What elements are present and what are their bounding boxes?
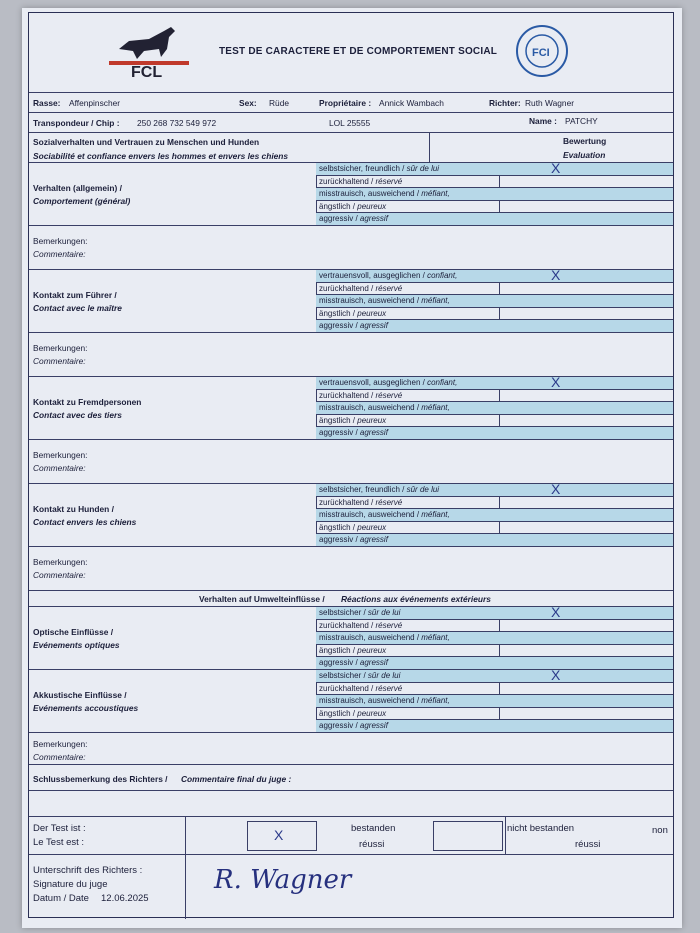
breed-value: Affenpinscher bbox=[69, 98, 121, 108]
block-title-de: Kontakt zu Hunden / bbox=[33, 503, 114, 514]
option-fr: méfiant, bbox=[421, 296, 450, 306]
date-label: Datum / Date bbox=[33, 893, 89, 904]
owner-value: Annick Wambach bbox=[379, 98, 444, 108]
option-de: misstrauisch, ausweichend / bbox=[319, 633, 422, 643]
option-fr: réservé bbox=[375, 497, 403, 507]
option-row[interactable] bbox=[316, 481, 673, 497]
result-row bbox=[29, 817, 673, 855]
option-row[interactable] bbox=[316, 295, 673, 308]
option-fr: agressif bbox=[359, 321, 388, 331]
option-fr: agressif bbox=[359, 214, 388, 224]
option-row[interactable] bbox=[316, 632, 673, 645]
option-row[interactable] bbox=[316, 320, 673, 333]
option-fr: méfiant, bbox=[421, 189, 450, 199]
option-de: misstrauisch, ausweichend / bbox=[319, 403, 422, 413]
breed-label: Rasse: bbox=[33, 98, 61, 108]
section1-heading bbox=[29, 133, 673, 163]
option-row[interactable] bbox=[316, 188, 673, 201]
remarks-label-fr: Commentaire: bbox=[33, 752, 86, 762]
option-de: zurückhaltend / bbox=[319, 683, 376, 693]
form-sheet bbox=[22, 8, 682, 928]
page-title: TEST DE CARACTERE ET DE COMPORTEMENT SOCIAL bbox=[219, 46, 498, 57]
option-de: ängstlich / bbox=[319, 415, 358, 425]
signature-label-fr: Signature du juge bbox=[33, 879, 108, 890]
block-title-de: Optische Einflüsse / bbox=[33, 626, 114, 637]
option-fr: confiant, bbox=[427, 271, 458, 280]
option-fr: méfiant, bbox=[421, 696, 450, 706]
option-fr: agressif bbox=[359, 658, 388, 668]
section2-title-de: Verhalten auf Umwelteinflüsse / bbox=[199, 594, 325, 604]
passed-label-de: bestanden bbox=[351, 823, 396, 834]
block-title-fr: Evénements accoustiques bbox=[33, 702, 139, 713]
option-fr: sûr de lui bbox=[367, 608, 401, 617]
option-row[interactable] bbox=[316, 415, 673, 428]
dog-name-value: PATCHY bbox=[565, 116, 598, 126]
divider bbox=[185, 817, 186, 855]
remarks-row[interactable] bbox=[29, 547, 673, 591]
section2-title-fr: Réactions aux événements extérieurs bbox=[341, 594, 491, 604]
final-remark-label-fr: Commentaire final du juge : bbox=[181, 774, 292, 784]
option-de: ängstlich / bbox=[319, 522, 358, 532]
fcl-logo-text: FCL bbox=[131, 64, 163, 79]
option-de: aggressiv / bbox=[319, 214, 360, 224]
option-de: misstrauisch, ausweichend / bbox=[319, 510, 422, 520]
section1-title-fr: Sociabilité et confiance envers les hommes et envers les chiens bbox=[33, 151, 289, 161]
option-de: selbstsicher / bbox=[319, 671, 368, 680]
block-title-fr: Contact envers les chiens bbox=[33, 516, 137, 527]
divider bbox=[429, 133, 430, 163]
option-fr: sûr de lui bbox=[406, 485, 440, 494]
date-value: 12.06.2025 bbox=[101, 893, 149, 904]
result-label-fr: Le Test est : bbox=[33, 837, 85, 848]
final-remark-row bbox=[29, 765, 673, 791]
option-de: ängstlich / bbox=[319, 308, 358, 318]
option-de: aggressiv / bbox=[319, 658, 360, 668]
option-fr: peureux bbox=[357, 201, 387, 211]
option-fr: confiant, bbox=[427, 378, 458, 387]
option-de: zurückhaltend / bbox=[319, 390, 376, 400]
lol-number: LOL 25555 bbox=[329, 118, 371, 128]
block-title-fr: Contact avec le maître bbox=[33, 302, 122, 313]
option-de: vertrauensvoll, ausgeglichen / bbox=[319, 378, 428, 387]
failed-label-de: nicht bestanden bbox=[507, 823, 575, 834]
option-de: aggressiv / bbox=[319, 535, 360, 545]
block-title-fr: Comportement (général) bbox=[33, 195, 131, 206]
remarks-row[interactable] bbox=[29, 333, 673, 377]
header-row bbox=[29, 13, 673, 93]
option-de: aggressiv / bbox=[319, 428, 360, 438]
final-remark-label-de: Schlussbemerkung des Richters / bbox=[33, 774, 168, 784]
option-de: aggressiv / bbox=[319, 321, 360, 331]
option-fr: réservé bbox=[375, 620, 403, 630]
evaluation-fr: Evaluation bbox=[563, 150, 606, 160]
divider bbox=[185, 855, 186, 919]
chip-label: Transpondeur / Chip : bbox=[33, 118, 120, 128]
passed-check-mark: X bbox=[274, 827, 284, 843]
option-de: zurückhaltend / bbox=[319, 176, 376, 186]
judge-label: Richter: bbox=[489, 98, 521, 108]
signature-label-de: Unterschrift des Richters : bbox=[33, 865, 143, 876]
option-fr: peureux bbox=[357, 308, 387, 318]
option-de: selbstsicher, freundlich / bbox=[319, 164, 407, 173]
option-fr: sûr de lui bbox=[367, 671, 401, 680]
failed-checkbox[interactable] bbox=[433, 821, 503, 851]
fci-logo bbox=[514, 23, 570, 79]
remarks-row[interactable] bbox=[29, 226, 673, 270]
option-row[interactable] bbox=[316, 667, 673, 683]
block-title-fr: Contact avec des tiers bbox=[33, 409, 122, 420]
option-fr: réservé bbox=[375, 283, 403, 293]
remarks-label-fr: Commentaire: bbox=[33, 356, 86, 366]
dog-name-label: Name : bbox=[529, 116, 557, 126]
option-de: ängstlich / bbox=[319, 201, 358, 211]
block-title-de: Verhalten (allgemein) / bbox=[33, 182, 122, 193]
option-de: zurückhaltend / bbox=[319, 283, 376, 293]
signature-row bbox=[29, 855, 673, 919]
option-row[interactable] bbox=[316, 160, 673, 176]
option-de: misstrauisch, ausweichend / bbox=[319, 189, 422, 199]
option-row[interactable] bbox=[316, 509, 673, 522]
option-de: ängstlich / bbox=[319, 645, 358, 655]
option-row[interactable] bbox=[316, 604, 673, 620]
option-fr: méfiant, bbox=[421, 510, 450, 520]
remarks-label-de: Bemerkungen: bbox=[33, 739, 88, 749]
remarks-label-fr: Commentaire: bbox=[33, 249, 86, 259]
option-row[interactable] bbox=[316, 283, 673, 296]
option-row[interactable] bbox=[316, 720, 673, 733]
remarks-label-de: Bemerkungen: bbox=[33, 450, 88, 460]
option-fr: agressif bbox=[359, 428, 388, 438]
remarks-label-fr: Commentaire: bbox=[33, 463, 86, 473]
option-row[interactable] bbox=[316, 374, 673, 390]
block-title-de: Kontakt zu Fremdpersonen bbox=[33, 396, 142, 407]
failed-non: non bbox=[652, 825, 668, 836]
option-fr: réservé bbox=[375, 390, 403, 400]
option-fr: peureux bbox=[357, 522, 387, 532]
remarks-row[interactable] bbox=[29, 440, 673, 484]
evaluation-check-mark: X bbox=[551, 481, 561, 497]
option-de: vertrauensvoll, ausgeglichen / bbox=[319, 271, 428, 280]
sex-label: Sex: bbox=[239, 98, 257, 108]
option-de: selbstsicher / bbox=[319, 608, 368, 617]
judge-signature: R. Wagner bbox=[214, 865, 352, 895]
option-row[interactable] bbox=[316, 695, 673, 708]
option-row[interactable] bbox=[316, 176, 673, 189]
option-row[interactable] bbox=[316, 201, 673, 214]
option-fr: agressif bbox=[359, 721, 388, 731]
option-row[interactable] bbox=[316, 683, 673, 696]
result-label-de: Der Test ist : bbox=[33, 823, 86, 834]
option-de: ängstlich / bbox=[319, 708, 358, 718]
option-row[interactable] bbox=[316, 522, 673, 535]
option-row[interactable] bbox=[316, 657, 673, 670]
option-row[interactable] bbox=[316, 308, 673, 321]
fcl-logo bbox=[109, 19, 189, 79]
option-fr: peureux bbox=[357, 708, 387, 718]
option-de: selbstsicher, freundlich / bbox=[319, 485, 407, 494]
option-fr: méfiant, bbox=[421, 403, 450, 413]
option-row[interactable] bbox=[316, 390, 673, 403]
form-frame bbox=[28, 12, 674, 918]
evaluation-check-mark: X bbox=[551, 374, 561, 390]
sex-value: Rüde bbox=[269, 98, 290, 108]
fci-logo-text: FCI bbox=[532, 47, 550, 59]
info-row-1 bbox=[29, 93, 673, 113]
option-row[interactable] bbox=[316, 213, 673, 226]
judge-value: Ruth Wagner bbox=[525, 98, 575, 108]
section1-title-de: Sozialverhalten und Vertrauen zu Menschen und Hunden bbox=[33, 137, 260, 147]
option-row[interactable] bbox=[316, 645, 673, 658]
evaluation-check-mark: X bbox=[551, 604, 561, 620]
option-row[interactable] bbox=[316, 402, 673, 415]
option-fr: peureux bbox=[357, 645, 387, 655]
option-de: misstrauisch, ausweichend / bbox=[319, 696, 422, 706]
remarks-label-de: Bemerkungen: bbox=[33, 557, 88, 567]
block-title-fr: Evénements optiques bbox=[33, 639, 120, 650]
passed-label-fr: réussi bbox=[359, 839, 385, 850]
option-fr: réservé bbox=[375, 176, 403, 186]
block-title-de: Kontakt zum Führer / bbox=[33, 289, 117, 300]
owner-label: Propriétaire : bbox=[319, 98, 372, 108]
remarks-row[interactable] bbox=[29, 733, 673, 765]
option-row[interactable] bbox=[316, 267, 673, 283]
final-remark-blank bbox=[29, 791, 673, 817]
option-de: zurückhaltend / bbox=[319, 620, 376, 630]
option-row[interactable] bbox=[316, 708, 673, 721]
option-fr: peureux bbox=[357, 415, 387, 425]
remarks-label-de: Bemerkungen: bbox=[33, 343, 88, 353]
option-fr: réservé bbox=[375, 683, 403, 693]
passed-checkbox[interactable] bbox=[247, 821, 317, 851]
option-row[interactable] bbox=[316, 427, 673, 440]
remarks-label-fr: Commentaire: bbox=[33, 570, 86, 580]
option-de: aggressiv / bbox=[319, 721, 360, 731]
block-title-de: Akkustische Einflüsse / bbox=[33, 689, 127, 700]
divider bbox=[505, 817, 506, 855]
evaluation-de: Bewertung bbox=[563, 136, 607, 146]
section2-heading bbox=[29, 591, 673, 607]
failed-label-fr: réussi bbox=[575, 839, 601, 850]
option-de: zurückhaltend / bbox=[319, 497, 376, 507]
evaluation-check-mark: X bbox=[551, 267, 561, 283]
chip-value: 250 268 732 549 972 bbox=[137, 118, 217, 128]
option-de: misstrauisch, ausweichend / bbox=[319, 296, 422, 306]
option-fr: agressif bbox=[359, 535, 388, 545]
evaluation-check-mark: X bbox=[551, 160, 561, 176]
info-row-2 bbox=[29, 113, 673, 133]
option-row[interactable] bbox=[316, 534, 673, 547]
option-row[interactable] bbox=[316, 620, 673, 633]
remarks-label-de: Bemerkungen: bbox=[33, 236, 88, 246]
option-row[interactable] bbox=[316, 497, 673, 510]
evaluation-check-mark: X bbox=[551, 667, 561, 683]
option-fr: sûr de lui bbox=[406, 164, 440, 173]
option-fr: méfiant, bbox=[421, 633, 450, 643]
